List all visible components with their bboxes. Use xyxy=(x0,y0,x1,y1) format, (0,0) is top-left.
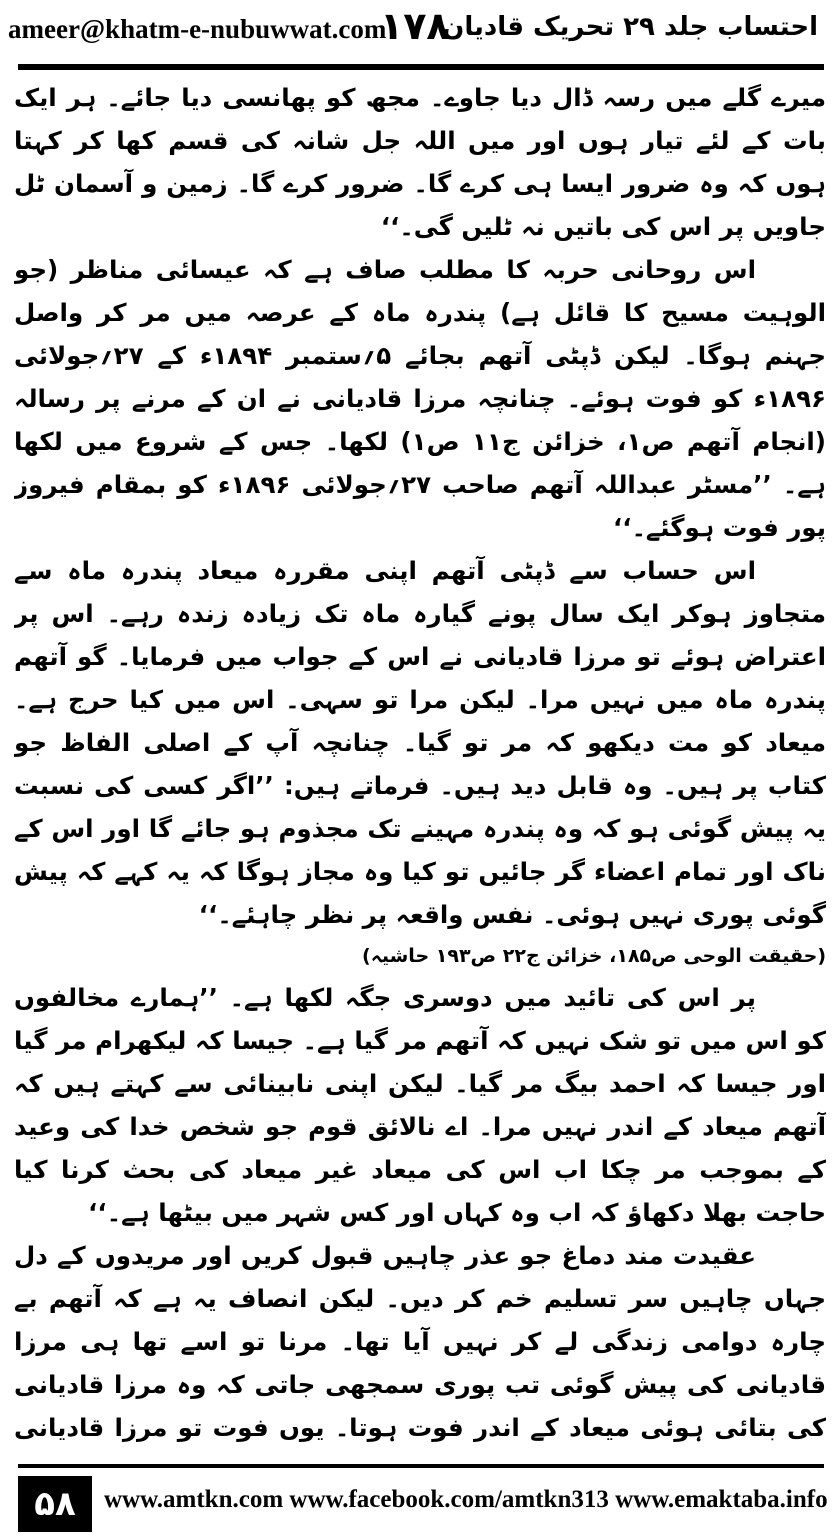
page-body xyxy=(14,76,826,1452)
paragraph-3: اس حساب سے ڈپٹی آتھم اپنی مقررہ میعاد پندرہ ماہ سے متجاوز ہوکر ایک سال پونے گیارہ ماہ تک زیادہ زندہ رہے۔ اس پر اعتراض ہوئے تو مرزا قادیانی نے اس کے جواب میں فرمایا۔ گو آتھم پندرہ ماہ میں نہیں مرا۔ لیکن مرا تو سہی۔ اس میں کیا حرج ہے۔ میعاد کو مت دیکھو کہ مر تو گیا۔ چنانچہ آپ کے اصلی الفاظ جو کتاب پر ہیں۔ وہ قابل دید ہیں۔ فرماتے ہیں: ’’اگر کسی کی نسبت یہ پیش گوئی ہو کہ وہ پندرہ مہینے تک مجذوم ہو جائے گا اور اس کے ناک اور تمام اعضاء گر جائیں تو کیا وہ مجاز ہوگا کہ یہ کہے کہ پیش گوئی پوری نہیں ہوئی۔ نفس واقعہ پر نظر چاہئے۔‘‘ xyxy=(14,556,826,929)
running-title: احتساب جلد ۲۹ تحریک قادیان xyxy=(442,12,818,42)
folio-number: ۵۸ xyxy=(18,1476,92,1532)
page-header xyxy=(0,0,840,70)
paragraph-5: عقیدت مند دماغ جو عذر چاہیں قبول کریں اور مریدوں کے دل جہاں چاہیں سر تسلیم خم کر دیں۔ لیکن انصاف یہ ہے کہ آتھم بے چارہ دوامی زندگی لے کر نہیں آیا تھا۔ مرنا تو اسے تھا ہی مرزا قادیانی کی پیش گوئی تب پوری سمجھی جاتی کہ وہ مرزا قادیانی کی بتائی ہوئی میعاد کے اندر فوت ہوتا۔ یوں فوت تو مرزا قادیانی xyxy=(14,1241,826,1442)
footer-urls: www.amtkn.com www.facebook.com/amtkn313 www.emaktaba.info xyxy=(104,1486,828,1513)
email-address: ameer@khatm-e-nubuwwat.com xyxy=(8,14,387,44)
paragraph-1: میرے گلے میں رسہ ڈال دیا جاوے۔ مجھ کو پھانسی دیا جائے۔ ہر ایک بات کے لئے تیار ہوں اور میں اللہ جل شانہ کی قسم کھا کر کہتا ہوں کہ وہ ضرور ایسا ہی کرے گا۔ ضرور کرے گا۔ زمین و آسمان ٹل جاویں پر اس کی باتیں نہ ٹلیں گی۔‘‘ xyxy=(14,83,826,241)
paragraph-2: اس روحانی حربہ کا مطلب صاف ہے کہ عیسائی مناظر (جو الوہیت مسیح کا قائل ہے) پندرہ ماہ کے عرصہ میں مر کر واصل جہنم ہوگا۔ لیکن ڈپٹی آتھم بجائے ۵؍ستمبر ۱۸۹۴ء کے ۲۷؍جولائی ۱۸۹۶ء کو فوت ہوئے۔ چنانچہ مرزا قادیانی نے ان کے مرنے پر رسالہ (انجام آتھم ص۱، خزائن ج۱۱ ص۱) لکھا۔ جس کے شروع میں لکھا ہے۔ ’’مسٹر عبداللہ آتھم صاحب ۲۷؍جولائی ۱۸۹۶ء کو بمقام فیروز پور فوت ہوگئے۔‘‘ xyxy=(14,255,826,542)
header-rule xyxy=(18,64,824,70)
paragraph-4: پر اس کی تائید میں دوسری جگہ لکھا ہے۔ ’’ہمارے مخالفوں کو اس میں تو شک نہیں کہ آتھم مر گیا ہے۔ جیسا کہ لیکھرام مر گیا اور جیسا کہ احمد بیگ مر گیا۔ لیکن اپنی نابینائی سے کہتے ہیں کہ آتھم میعاد کے اندر نہیں مرا۔ اے نالائق قوم جو شخص خدا کی وعید کے بموجب مر چکا اب اس کی میعاد غیر میعاد کی بحث کرنا کیا حاجت بھلا دکھاؤ کہ اب وہ کہاں اور کس شہر میں بیٹھا ہے۔‘‘ xyxy=(14,983,826,1227)
footer-rule xyxy=(18,1464,824,1468)
citation-reference: (حقیقت الوحی ص۱۸۵، خزائن ج۲۲ ص۱۹۳ حاشیہ) xyxy=(362,945,826,967)
page-number: ۱۷۸ xyxy=(380,4,450,48)
page-footer xyxy=(0,1462,840,1540)
